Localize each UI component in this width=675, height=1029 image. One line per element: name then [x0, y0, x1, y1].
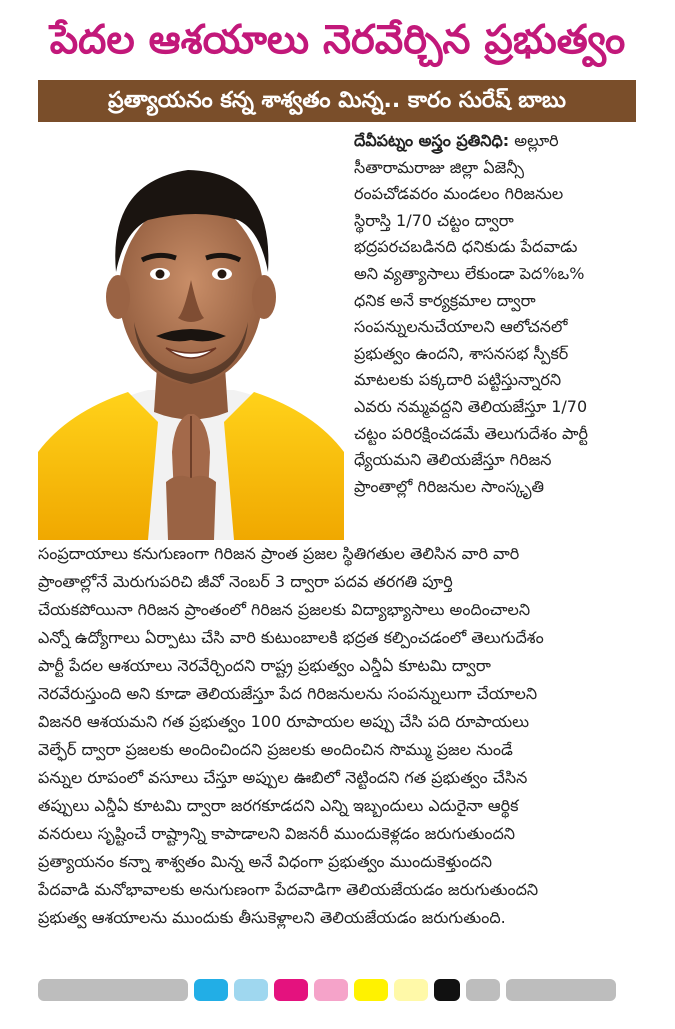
article-line: మాటలకు పక్కదారి పట్టిస్తున్నారని	[354, 370, 562, 390]
color-swatch	[314, 979, 348, 1001]
color-swatch	[354, 979, 388, 1001]
first-line-text: అల్లూరి	[509, 131, 559, 150]
color-swatch	[466, 979, 500, 1001]
print-registration-color-bar	[38, 978, 638, 1002]
color-swatch	[194, 979, 228, 1001]
article-line: అని వ్యత్యాసాలు లేకుండా పెద%ఒ%	[354, 263, 585, 283]
article-line: చట్టం పరిరక్షించడమే తెలుగుదేశం పార్టీ	[354, 423, 589, 443]
dateline: దేవీపట్నం అస్త్రం ప్రతినిధి:	[354, 131, 510, 150]
article-line: విజనరి ఆశయమని గత ప్రభుత్వం 100 రూపాయల అప్పు చేసి పది రూపాయలు	[38, 712, 530, 731]
article-first-line	[354, 128, 644, 155]
article-line: పార్టీ పేదల ఆశయాలు నెరవేర్చిందని రాష్ట్ర ప్రభుత్వం ఎన్డీఏ కూటమి ద్వారా	[38, 656, 491, 675]
article-line: ఎన్నో ఉద్యోగాలు ఏర్పాటు చేసి వారి కుటుంబాలకి భద్రత కల్పించడంలో తెలుగుదేశం	[38, 628, 544, 647]
article-full-width-body	[38, 540, 644, 932]
article-line: ధ్యేయమని తెలియజేస్తూ గిరిజన	[354, 450, 552, 470]
article-line: ప్రత్యాయనం కన్నా శాశ్వతం మిన్న అనే విధంగా ప్రభుత్వం ముందుకెళ్తుందని	[38, 852, 492, 871]
article-right-column	[354, 128, 644, 500]
article-line: భద్రపరచబడినది ధనికుడు పేదవాడు	[354, 237, 578, 257]
article-line: చేయకపోయినా గిరిజన ప్రాంతంలో గిరిజన ప్రజలకు విద్యాభ్యాసాలు అందించాలని	[38, 600, 531, 619]
color-swatch	[234, 979, 268, 1001]
article-line: ప్రభుత్వం ఉందని, శాసనసభ స్పీకర్	[354, 343, 569, 363]
article-line: ఎవరు నమ్మవద్దని తెలియజేస్తూ 1/70	[354, 396, 588, 416]
article-line: సంపన్నులనుచేయాలని ఆలోచనలో	[354, 317, 568, 337]
article-line: సీతారామరాజు జిల్లా ఏజెన్సీ	[354, 157, 524, 177]
color-swatch	[38, 979, 188, 1001]
article-line: ధనిక అనే కార్యక్రమాల ద్వారా	[354, 290, 536, 310]
article-line: ప్రభుత్వ ఆశయాలను ముందుకు తీసుకెళ్లాలని తెలియజేయడం జరుగుతుంది.	[38, 908, 506, 927]
article-line: పన్నుల రూపంలో వసూలు చేస్తూ అప్పుల ఊబిలో నెట్టిందని గత ప్రభుత్వం చేసిన	[38, 768, 528, 787]
article-line: వనరులు సృష్టించే రాష్ట్రాన్ని కాపాడాలని విజనరీ ముందుకెళ్లడం జరుగుతుందని	[38, 824, 515, 843]
portrait-photo-icon	[38, 122, 344, 540]
color-swatch	[506, 979, 616, 1001]
article-line: ప్రాంతాల్లో గిరిజనుల సాంస్కృతి	[354, 476, 544, 496]
color-swatch	[394, 979, 428, 1001]
article-line: వెల్ఫేర్ ద్వారా ప్రజలకు అందించిందని ప్రజలకు అందించిన సొమ్ము ప్రజల నుండే	[38, 740, 513, 759]
subheadline-band: ప్రత్యాయనం కన్న శాశ్వతం మిన్న.. కారం సురేష్ బాబు	[38, 80, 636, 122]
portrait-photo	[38, 122, 344, 540]
article-line: పేదవాడి మనోభావాలకు అనుగుణంగా పేదవాడిగా తెలియజేయడం జరుగుతుందని	[38, 880, 539, 899]
article-line: స్థిరాస్తి 1/70 చట్టం ద్వారా	[354, 210, 514, 230]
article-line: రంపచోడవరం మండలం గిరిజనుల	[354, 184, 564, 204]
article-line: తప్పులు ఎన్డీఏ కూటమి ద్వారా జరగకూడదని ఎన్ని ఇబ్బందులు ఎదురైనా ఆర్థిక	[38, 796, 519, 815]
color-swatch	[274, 979, 308, 1001]
color-swatch	[434, 979, 460, 1001]
headline: పేదల ఆశయాలు నెరవేర్చిన ప్రభుత్వం	[49, 17, 626, 63]
article-line: సంప్రదాయాలు కనుగుణంగా గిరిజన ప్రాంత ప్రజల స్థితిగతుల తెలిసిన వారి వారి	[38, 544, 520, 563]
article-line: ప్రాంతాల్లోనే మెరుగుపరిచి జీవో నెంబర్ 3 ద్వారా పదవ తరగతి పూర్తి	[38, 572, 453, 591]
article-line: నెరవేరుస్తుంది అని కూడా తెలియజేస్తూ పేద గిరిజనులను సంపన్నులుగా చేయాలని	[38, 684, 538, 703]
